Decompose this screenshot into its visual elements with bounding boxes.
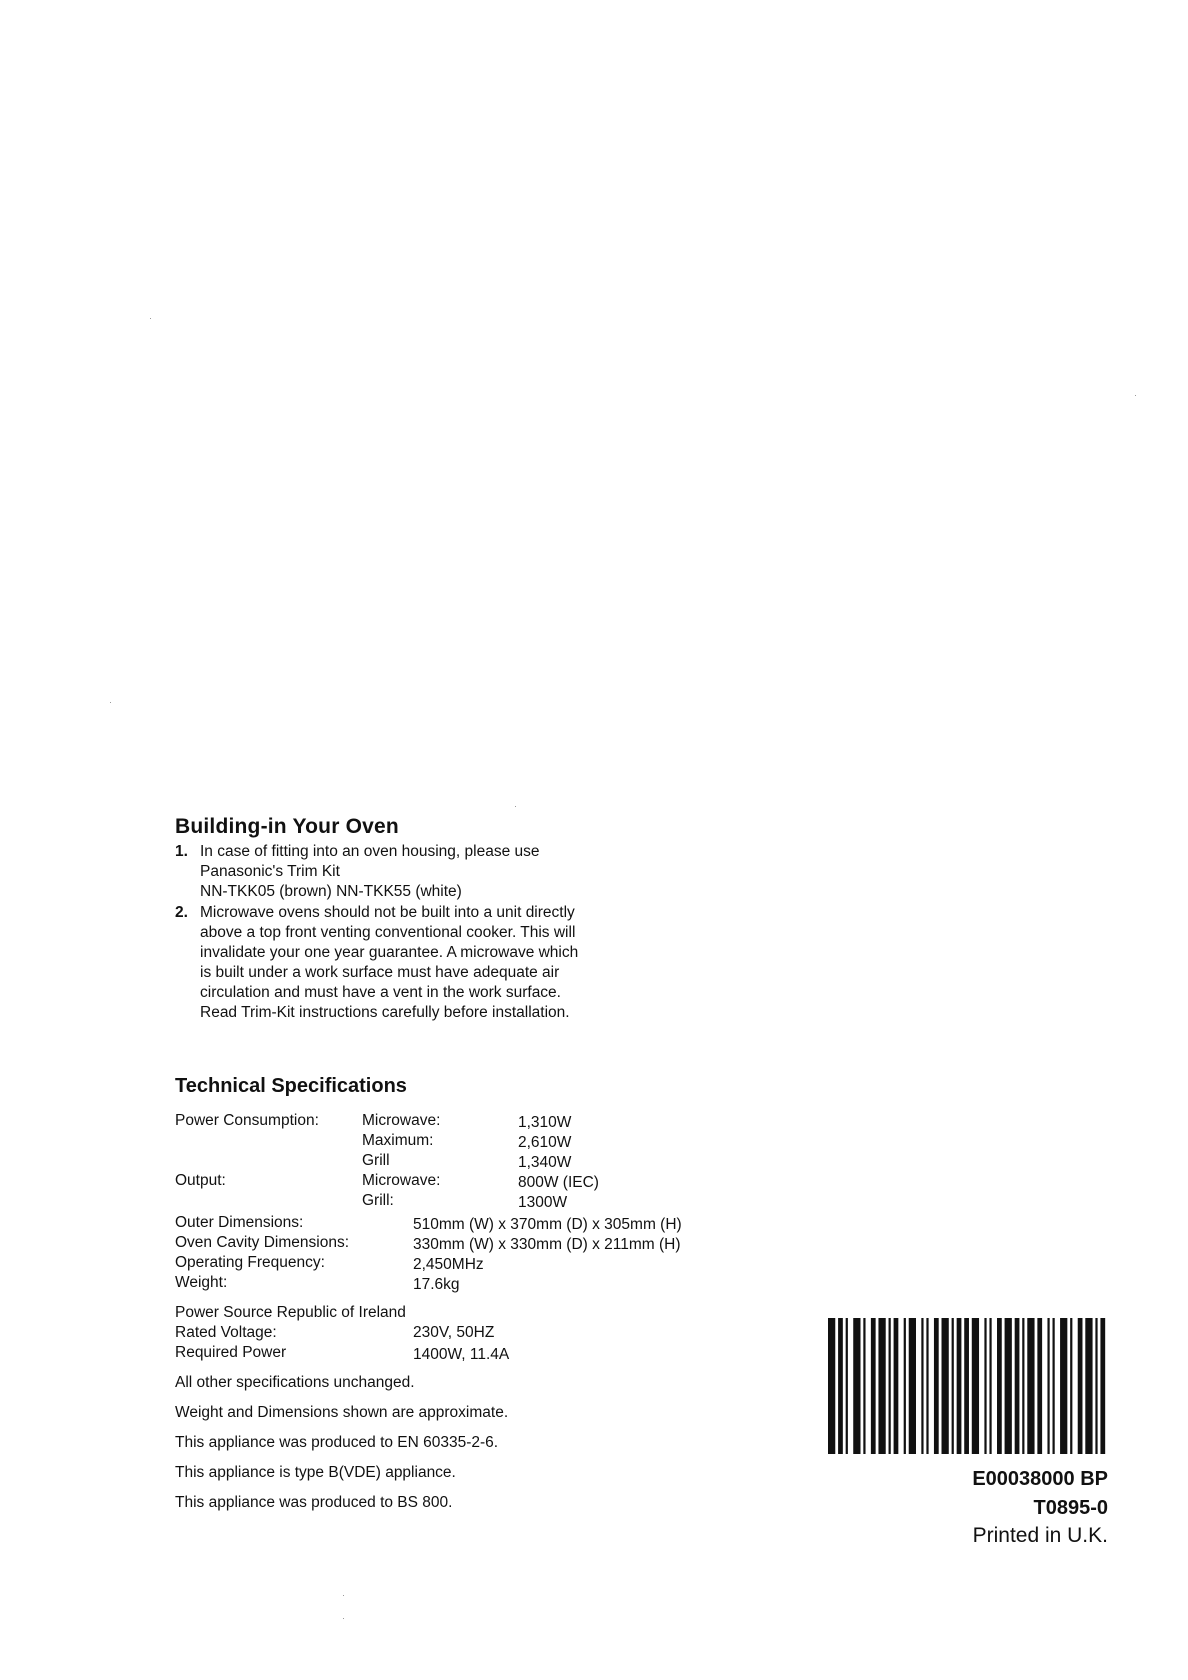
- barcode-bar: [934, 1318, 939, 1454]
- note-line: This appliance is type B(VDE) appliance.: [175, 1464, 456, 1481]
- note-line: This appliance was produced to BS 800.: [175, 1494, 453, 1511]
- spec-sub: Microwave:: [362, 1112, 441, 1129]
- barcode-bar: [989, 1318, 991, 1454]
- spec-sub: Microwave:: [362, 1172, 441, 1189]
- barcode-bar: [853, 1318, 860, 1454]
- note-line: Weight and Dimensions shown are approximate.: [175, 1404, 509, 1421]
- power-value: 1400W, 11.4A: [413, 1346, 510, 1363]
- spec-sub: Grill: [362, 1152, 390, 1169]
- barcode-bar: [1015, 1318, 1020, 1454]
- dim-label: Operating Frequency:: [175, 1254, 325, 1271]
- spec-label: Power Consumption:: [175, 1112, 319, 1129]
- barcode-bar: [838, 1318, 843, 1454]
- barcode-bar: [894, 1318, 899, 1454]
- barcode-bar: [828, 1318, 835, 1454]
- spec-value: 1,340W: [518, 1154, 572, 1171]
- item-number: 2.: [175, 904, 188, 921]
- scan-speck: [343, 1618, 344, 1619]
- barcode-bar: [926, 1318, 928, 1454]
- barcode-bar: [863, 1318, 865, 1454]
- spec-label: Output:: [175, 1172, 226, 1189]
- dim-label: Outer Dimensions:: [175, 1214, 304, 1231]
- item-line: is built under a work surface must have adequate air: [200, 964, 560, 981]
- barcode-bar: [952, 1318, 954, 1454]
- barcode-graphic: [828, 1318, 1108, 1454]
- scan-speck: [1135, 395, 1136, 396]
- barcode-bar: [1100, 1318, 1105, 1454]
- barcode-bar: [997, 1318, 1002, 1454]
- dim-value: 17.6kg: [413, 1276, 460, 1293]
- barcode-bar: [1027, 1318, 1034, 1454]
- barcode-bar: [1078, 1318, 1083, 1454]
- building-title: Building-in Your Oven: [175, 815, 399, 838]
- spec-value: 1,310W: [518, 1114, 572, 1131]
- barcode-bar: [1053, 1318, 1055, 1454]
- barcode-bar: [1047, 1318, 1049, 1454]
- barcode-bar: [1060, 1318, 1067, 1454]
- barcode-number: E00038000 BP: [972, 1468, 1108, 1490]
- spec-sub: Grill:: [362, 1192, 394, 1209]
- barcode-bar: [921, 1318, 923, 1454]
- barcode-bar: [1005, 1318, 1012, 1454]
- barcode-bar: [878, 1318, 885, 1454]
- power-label: Required Power: [175, 1344, 287, 1361]
- dim-value: 510mm (W) x 370mm (D) x 305mm (H): [413, 1216, 682, 1233]
- note-line: All other specifications unchanged.: [175, 1374, 415, 1391]
- dim-label: Oven Cavity Dimensions:: [175, 1234, 350, 1251]
- tech-title: Technical Specifications: [175, 1075, 407, 1097]
- barcode-bar: [904, 1318, 906, 1454]
- power-label: Rated Voltage:: [175, 1324, 277, 1341]
- barcode-bar: [1037, 1318, 1042, 1454]
- power-source: Power Source Republic of Ireland: [175, 1304, 406, 1321]
- item-line: above a top front venting conventional cooker. This will: [200, 924, 576, 941]
- item-line: In case of fitting into an oven housing, please use: [200, 843, 540, 860]
- barcode-bar: [846, 1318, 848, 1454]
- scan-speck: [515, 806, 516, 807]
- barcode-bar: [1095, 1318, 1097, 1454]
- printed-in: Printed in U.K.: [972, 1524, 1108, 1547]
- barcode-sub-number: T0895-0: [1033, 1497, 1108, 1519]
- scan-speck: [110, 702, 111, 703]
- scan-speck: [150, 318, 151, 319]
- dim-label: Weight:: [175, 1274, 228, 1291]
- spec-sub: Maximum:: [362, 1132, 434, 1149]
- note-line: This appliance was produced to EN 60335-2-6.: [175, 1434, 499, 1451]
- spec-value: 800W (IEC): [518, 1174, 599, 1191]
- barcode: [828, 1318, 1108, 1454]
- item-line: Panasonic's Trim Kit: [200, 863, 340, 880]
- item-line: Microwave ovens should not be built into a unit directly: [200, 904, 575, 921]
- item-line: invalidate your one year guarantee. A microwave which: [200, 944, 579, 961]
- dim-value: 2,450MHz: [413, 1256, 484, 1273]
- item-number: 1.: [175, 843, 188, 860]
- barcode-bar: [871, 1318, 876, 1454]
- item-line: NN-TKK05 (brown) NN-TKK55 (white): [200, 883, 462, 900]
- barcode-bar: [984, 1318, 986, 1454]
- barcode-bar: [1070, 1318, 1072, 1454]
- barcode-bar: [964, 1318, 969, 1454]
- barcode-bar: [972, 1318, 979, 1454]
- barcode-bar: [1022, 1318, 1024, 1454]
- item-line: circulation and must have a vent in the work surface.: [200, 984, 561, 1001]
- dim-value: 330mm (W) x 330mm (D) x 211mm (H): [413, 1236, 681, 1253]
- barcode-bar: [889, 1318, 891, 1454]
- barcode-bar: [1085, 1318, 1092, 1454]
- barcode-bar: [957, 1318, 962, 1454]
- scan-speck: [343, 1595, 344, 1596]
- power-value: 230V, 50HZ: [413, 1324, 495, 1341]
- spec-value: 2,610W: [518, 1134, 572, 1151]
- item-line: Read Trim-Kit instructions carefully before installation.: [200, 1004, 570, 1021]
- barcode-bar: [909, 1318, 916, 1454]
- spec-value: 1300W: [518, 1194, 568, 1211]
- barcode-bar: [942, 1318, 949, 1454]
